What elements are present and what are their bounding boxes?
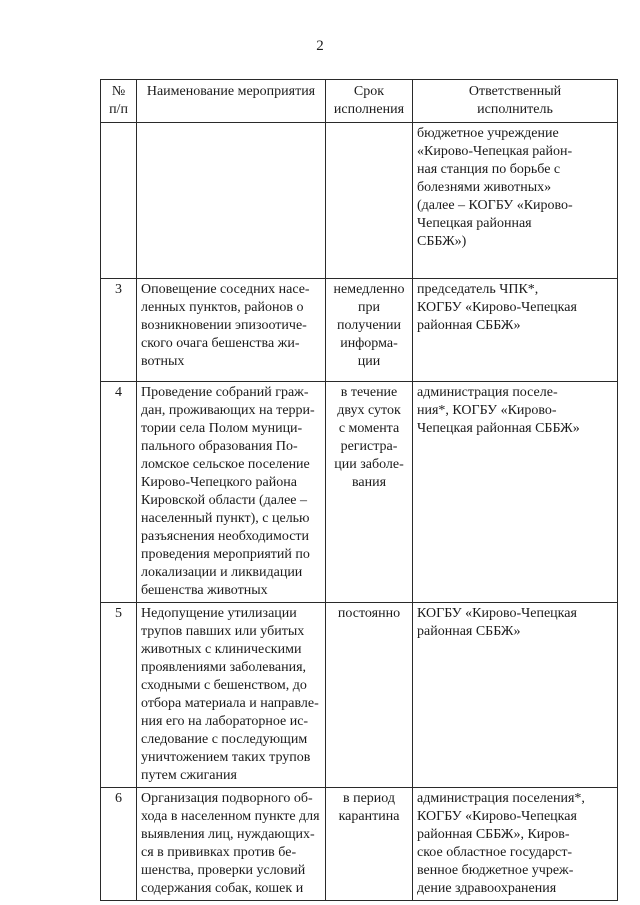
cell-responsible: КОГБУ «Кирово-Чепецкая районная СББЖ» — [413, 603, 618, 788]
table-header-row — [101, 80, 618, 123]
cell-deadline: в период карантина — [326, 788, 413, 901]
cell-responsible: бюджетное учреждение «Кирово-Чепецкая район- ная станция по борьбе с болезнями животных» (далее – КОГБУ «Кирово- Чепецкая районная СББЖ») — [413, 123, 618, 279]
cell-responsible: администрация поселения*, КОГБУ «Кирово-Чепецкая районная СББЖ», Киров- ское областное государст- венное бюджетное учреж- дение здравоохранения — [413, 788, 618, 901]
cell-deadline: в течение двух суток с момента регистра- ции заболе- вания — [326, 382, 413, 603]
header-measure-name: Наименование мероприятия — [137, 80, 326, 123]
cell-number: 6 — [101, 788, 137, 901]
table-row — [101, 603, 618, 788]
header-deadline: Срок исполнения — [326, 80, 413, 123]
cell-deadline: немедленно при получении информа- ции — [326, 279, 413, 382]
cell-measure-name — [137, 123, 326, 279]
cell-responsible: председатель ЧПК*, КОГБУ «Кирово-Чепецкая районная СББЖ» — [413, 279, 618, 382]
cell-number: 5 — [101, 603, 137, 788]
cell-responsible: администрация поселе- ния*, КОГБУ «Кирово- Чепецкая районная СББЖ» — [413, 382, 618, 603]
cell-measure-name: Проведение собраний граж- дан, проживающих на терри- тории села Полом муници- пального образования По- ломское сельское поселение Кирово-Чепецкого района Кировской области (далее – населенный пункт), с целью разъяснения необходимости проведения мероприятий по локализации и ликвидации бешенства животных — [137, 382, 326, 603]
cell-number: 3 — [101, 279, 137, 382]
cell-measure-name: Недопущение утилизации трупов павших или убитых животных с клиническими проявлениями заболевания, сходными с бешенством, до отбора материала и направле- ния его на лабораторное ис- следование с последующим уничтожением таких трупов путем сжигания — [137, 603, 326, 788]
table-row — [101, 382, 618, 603]
cell-measure-name: Организация подворного об- хода в населенном пункте для выявления лиц, нуждающих- ся в прививках против бе- шенства, проверки условий содержания собак, кошек и — [137, 788, 326, 901]
cell-number: 4 — [101, 382, 137, 603]
cell-number — [101, 123, 137, 279]
measures-table — [100, 79, 618, 901]
page-number: 2 — [316, 38, 324, 54]
header-responsible: Ответственный исполнитель — [413, 80, 618, 123]
table-row — [101, 279, 618, 382]
table-row-continuation — [101, 123, 618, 279]
table-row — [101, 788, 618, 901]
cell-measure-name: Оповещение соседних насе- ленных пунктов, районов о возникновении эпизоотиче- ского очага бешенства жи- вотных — [137, 279, 326, 382]
cell-deadline — [326, 123, 413, 279]
header-number: № п/п — [101, 80, 137, 123]
cell-deadline: постоянно — [326, 603, 413, 788]
